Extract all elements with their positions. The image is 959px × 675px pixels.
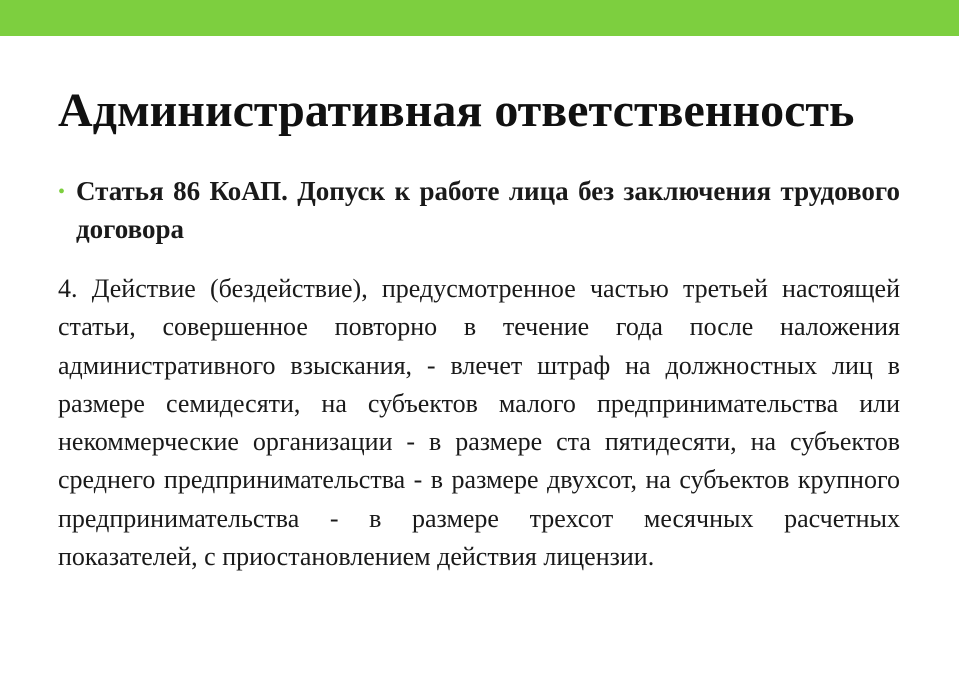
article-paragraph: 4. Действие (бездействие), предусмотренное частью третьей настоящей статьи, совершенное повторно в течение года после наложения административного взыскания, - влечет штраф на должностных лиц в размере семидесяти, на субъектов малого предпринимательства или некоммерческие организации - в размере ста пятидесяти, на субъектов среднего предпринимательства - в размере двухсот, на субъектов крупного предпринимательства - в размере трехсот месячных расчетных показателей, с приостановлением действия лицензии. <box>58 274 900 572</box>
slide-title: Административная ответственность <box>58 84 855 137</box>
bullet-item <box>58 172 900 248</box>
bullet-dot-icon: • <box>58 181 66 203</box>
top-accent-bar <box>0 0 959 36</box>
article-heading: Статья 86 КоАП. Допуск к работе лица без заключения трудового договора <box>76 176 900 244</box>
